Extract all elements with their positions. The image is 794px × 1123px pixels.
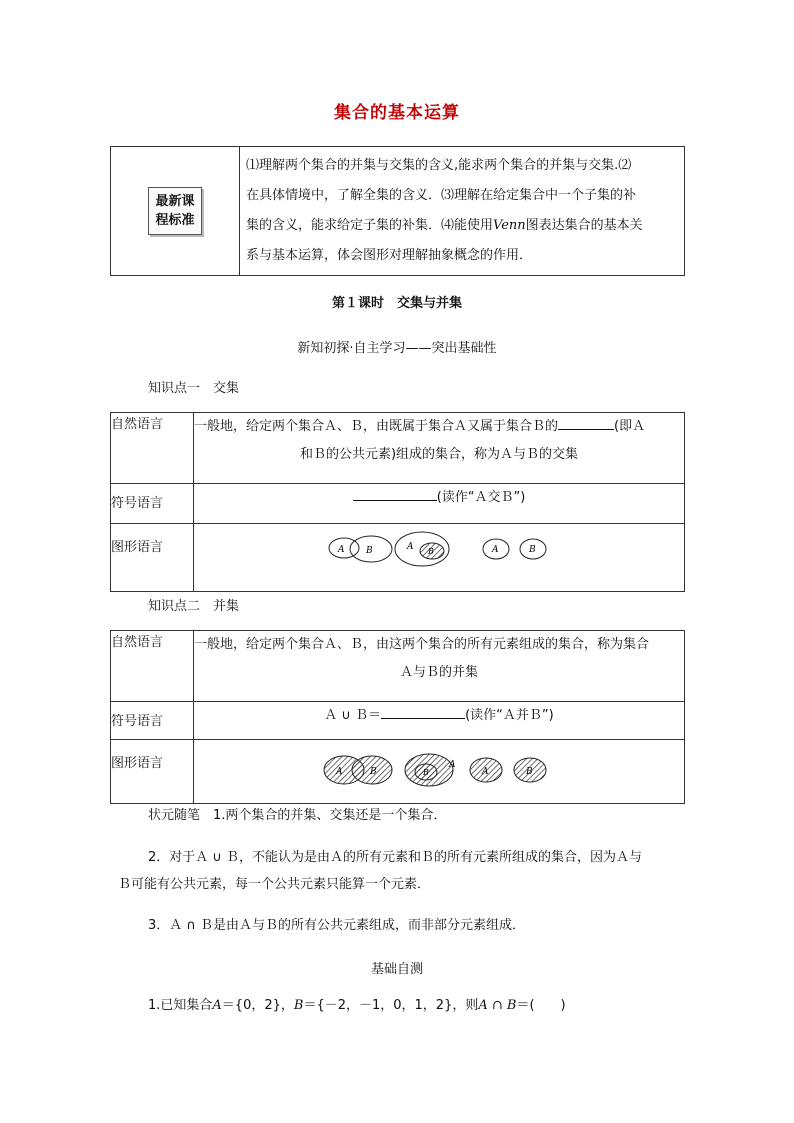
note-3: 3．Ａ ∩ Ｂ是由Ａ与Ｂ的所有公共元素组成，而非部分元素组成．	[148, 918, 526, 933]
venn3-label-b: B	[529, 545, 536, 555]
standards-table	[110, 146, 685, 276]
venn5-label-b: B	[423, 768, 429, 777]
venn1-label-b: B	[366, 546, 373, 556]
kp2-natural-text-b: Ａ与Ｂ的并集	[399, 665, 478, 680]
intersection-venn-diagrams	[194, 524, 684, 590]
venn4-label-a: A	[336, 767, 343, 777]
section-heading: 新知初探·自主学习——突出基础性	[297, 341, 497, 356]
self-test-heading: 基础自测	[370, 962, 423, 977]
venn2-label-b: B	[428, 547, 434, 556]
kp1-symbol-text: (读作“Ａ交Ｂ”)	[436, 490, 526, 505]
venn3-label-a: A	[492, 545, 499, 555]
question-1	[148, 992, 566, 1020]
kp2-graph-content	[194, 740, 685, 804]
intersection-table	[110, 412, 685, 592]
kp1-graph-label: 图形语言	[111, 524, 194, 592]
union-table	[110, 630, 685, 804]
venn5-label-a: A	[449, 760, 456, 770]
kp2-symbol-blank	[381, 704, 465, 719]
q1-end: ＝( )	[516, 998, 566, 1013]
kp2-symbol-label: 符号语言	[111, 702, 194, 740]
venn6-label-b: B	[526, 767, 533, 777]
standards-line3-tail: 图表达集合的基本关	[525, 218, 643, 233]
lesson-title: 第１课时 交集与并集	[331, 296, 462, 311]
kp1-natural-text-c: 和Ｂ的公共元素)组成的集合，称为Ａ与Ｂ的交集	[299, 447, 579, 462]
q1-set-a: ＝{0，2}，	[221, 998, 294, 1013]
kp1-natural-blank	[558, 415, 614, 430]
standards-line3	[246, 211, 678, 241]
standards-line1: ⑴理解两个集合的并集与交集的含义,能求两个集合的并集与交集.⑵	[246, 158, 632, 173]
page-title: 集合的基本运算	[334, 103, 460, 123]
standards-label-cell	[111, 147, 240, 276]
standards-line3-text: 集的含义，能求给定子集的补集．⑷能使用	[246, 218, 494, 233]
kp2-symbol-text: (读作“Ａ并Ｂ”)	[465, 708, 554, 723]
kp1-symbol-blank	[353, 486, 437, 501]
kp1-natural-text-b: (即Ａ	[614, 419, 646, 434]
venn-word: Venn	[493, 218, 526, 233]
kp1-natural-content	[194, 413, 685, 484]
kp2-natural-content	[194, 631, 685, 702]
union-venn-diagrams	[194, 740, 684, 802]
kp2-graph-label: 图形语言	[111, 740, 194, 804]
venn1-label-a: A	[338, 545, 345, 555]
kp1-natural-text-a: 一般地，给定两个集合Ａ、Ｂ，由既属于集合Ａ又属于集合Ｂ的	[194, 419, 559, 434]
standards-line2: 在具体情境中，了解全集的含义．⑶理解在给定集合中一个子集的补	[246, 188, 637, 203]
q1-set-b-name: B	[293, 998, 304, 1013]
kp1-natural-label: 自然语言	[111, 413, 194, 484]
kp1-heading: 知识点一 交集	[148, 381, 240, 396]
standards-label-line1: 最新课	[155, 194, 195, 209]
standards-label-line2: 程标准	[155, 213, 195, 228]
venn4-label-b: B	[370, 767, 377, 777]
q1-intersection: A ∩ B	[478, 998, 517, 1013]
kp2-symbol-content	[194, 702, 685, 740]
kp2-heading: 知识点二 并集	[148, 599, 240, 614]
kp2-natural-label: 自然语言	[111, 631, 194, 702]
kp1-symbol-content	[194, 484, 685, 524]
note-2b: Ｂ可能有公共元素，每一个公共元素只能算一个元素．	[118, 877, 431, 892]
q1-set-b: ＝{－2，－1，0，1，2}，则	[303, 998, 479, 1013]
kp2-natural-text-a: 一般地，给定两个集合Ａ、Ｂ，由这两个集合的所有元素组成的集合，称为集合	[194, 637, 650, 652]
venn2-label-a: A	[407, 542, 414, 552]
standards-line4: 系与基本运算，体会图形对理解抽象概念的作用．	[246, 248, 533, 263]
note-2a: 2．对于Ａ ∪ Ｂ，不能认为是由Ａ的所有元素和Ｂ的所有元素所组成的集合，因为Ａ与	[148, 850, 643, 865]
standards-logo	[148, 187, 201, 235]
standards-content-cell	[240, 147, 685, 276]
q1-set-a-name: A	[212, 998, 222, 1013]
venn6-label-a: A	[482, 767, 489, 777]
note-1: 状元随笔 1.两个集合的并集、交集还是一个集合．	[148, 808, 447, 823]
kp2-symbol-prefix: Ａ ∪ Ｂ＝	[324, 708, 382, 723]
kp1-graph-content	[194, 524, 685, 592]
q1-prefix: 1.已知集合	[148, 998, 213, 1013]
kp1-symbol-label: 符号语言	[111, 484, 194, 524]
